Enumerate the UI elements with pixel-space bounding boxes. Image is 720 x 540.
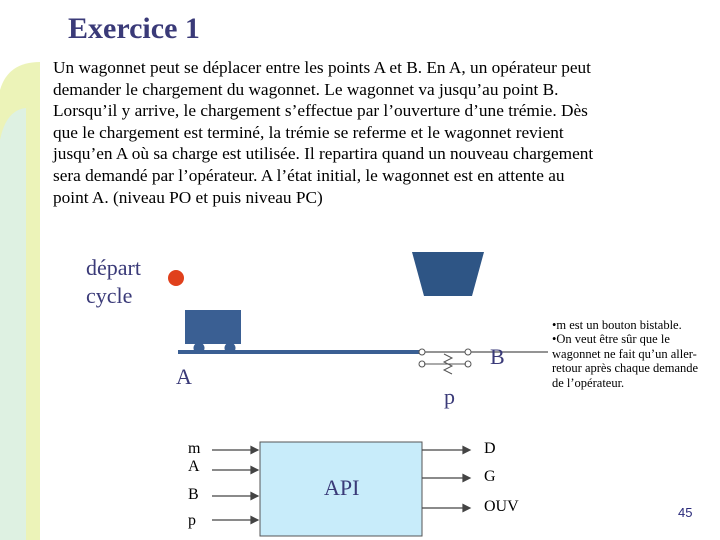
input-arrows [212, 447, 258, 524]
sensor-p-label: p [444, 384, 455, 409]
start-button [168, 270, 184, 286]
exercise-text: Un wagonnet peut se déplacer entre les points A et B. En A, un opérateur peut demander le chargement du wagonnet. Le wagonnet va jusqu’au point B. Lorsqu’il y arrive, le chargement s’effectue par l’ouverture d’une trémie. Dès que le chargement est terminé, la trémie se referme et le wagonnet revient jusqu’en A où sa charge est utilisée. Il repartira quand un nouveau chargement sera demandé par l’opérateur. A l’état initial, le wagonnet est en attente au point A. (niveau PO et puis niveau PC) [53, 58, 594, 207]
output-label-d: D [484, 440, 496, 457]
point-a-label: A [176, 364, 192, 389]
b-contact-3 [465, 349, 471, 355]
output-label-ouv: OUV [484, 498, 519, 515]
wagon-wheel-left [194, 343, 205, 354]
input-label-a: A [188, 458, 200, 475]
hopper [412, 252, 484, 296]
cycle-label: cycle [86, 283, 133, 308]
b-contact-1 [419, 349, 425, 355]
note-single-trip: •On veut être sûr que le wagonnet ne fait qu’un aller-retour après chaque demande de l’opérateur. [552, 332, 699, 390]
input-label-p: p [188, 512, 196, 529]
input-label-b: B [188, 486, 199, 503]
input-label-m: m [188, 440, 201, 457]
wagon-body [185, 310, 241, 344]
note-bistable: •m est un bouton bistable. [552, 318, 682, 332]
page-number: 45 [678, 505, 693, 520]
point-b-label: B [490, 344, 505, 369]
slide-title: Exercice 1 [68, 12, 200, 45]
wagon-wheel-right [225, 343, 236, 354]
rail [178, 350, 424, 354]
api-label: API [324, 475, 360, 500]
depart-label: départ [86, 255, 141, 280]
output-label-g: G [484, 468, 496, 485]
side-notes [552, 318, 702, 390]
output-arrows [422, 447, 470, 512]
